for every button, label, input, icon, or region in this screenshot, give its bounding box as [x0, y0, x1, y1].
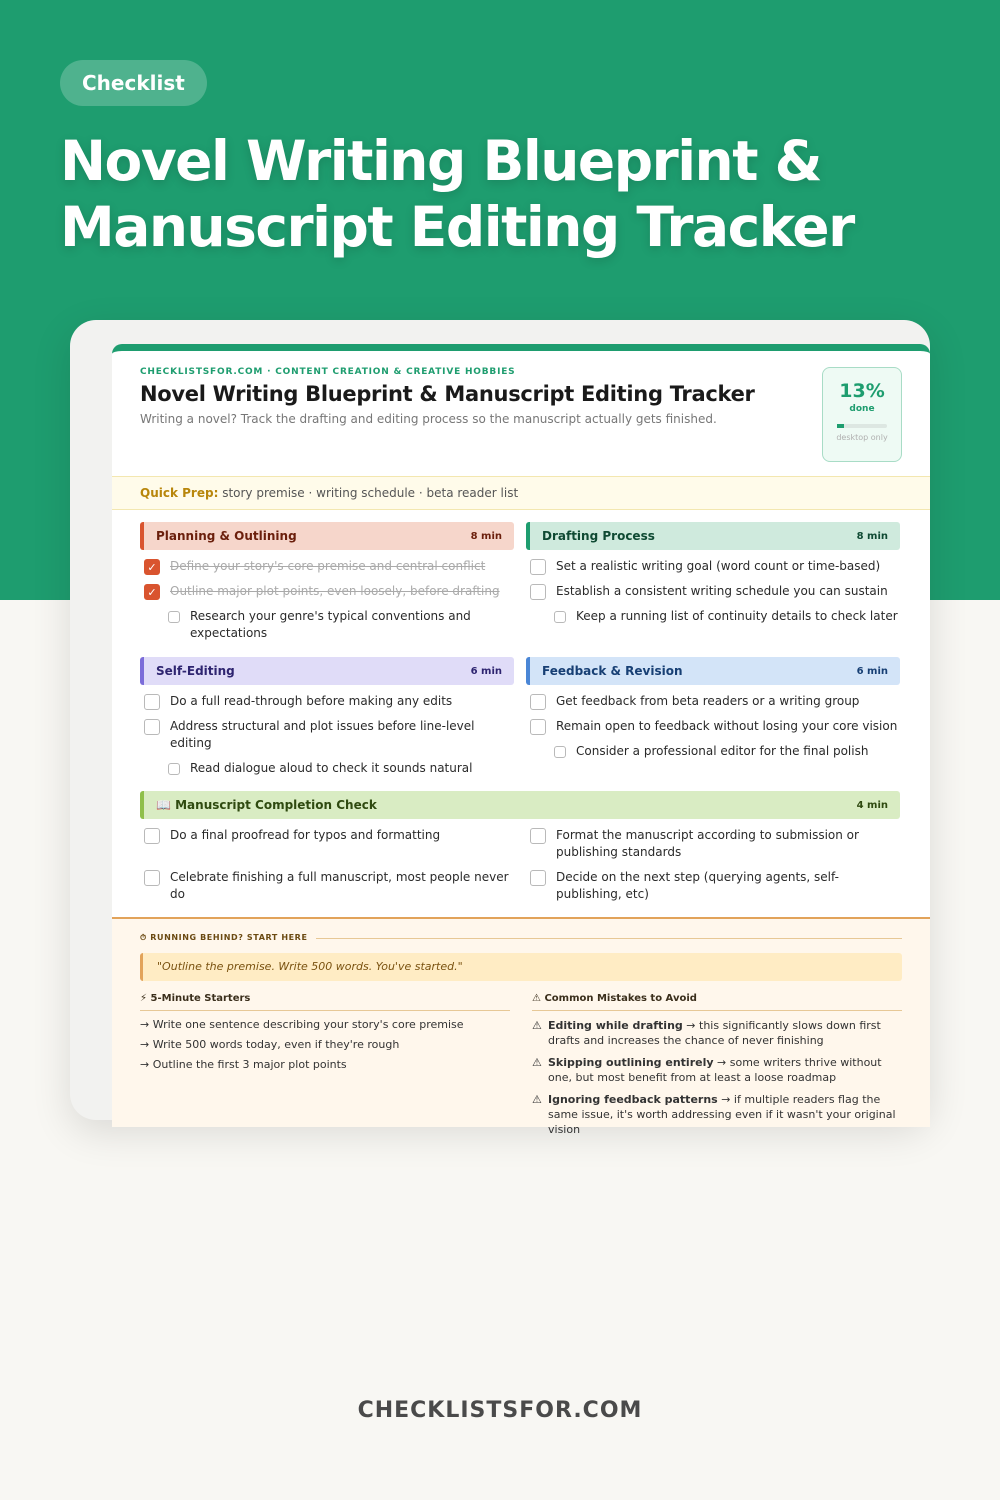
- section-title: Feedback & Revision: [542, 664, 683, 678]
- section-title: Drafting Process: [542, 529, 655, 543]
- progress-widget: [822, 367, 902, 462]
- mistake-title: Ignoring feedback patterns: [548, 1093, 718, 1106]
- quick-prep-label: Quick Prep:: [140, 486, 219, 500]
- warning-icon: ⚠: [532, 1019, 542, 1032]
- starter-item: → Write one sentence describing your story's core premise: [140, 1018, 464, 1031]
- checkbox[interactable]: [530, 559, 546, 575]
- starters-title: ⚡ 5-Minute Starters: [140, 993, 510, 1011]
- item-label: Decide on the next step (querying agents, self-publishing, etc): [556, 870, 839, 901]
- progress-bar: [837, 424, 887, 428]
- section-header: [526, 522, 900, 550]
- section-header: [526, 657, 900, 685]
- checklist-item[interactable]: [526, 558, 900, 575]
- item-label: Get feedback from beta readers or a writing group: [556, 694, 860, 708]
- section-drafting-process: [526, 522, 900, 625]
- checkbox[interactable]: [554, 611, 566, 623]
- section-feedback-revision: [526, 657, 900, 760]
- mistake-text: → this significantly slows down first drafts and increases the chance of never finishing: [548, 1019, 881, 1047]
- item-label: Celebrate finishing a full manuscript, most people never do: [170, 870, 509, 901]
- checklist-item[interactable]: [550, 743, 900, 760]
- item-label: Keep a running list of continuity details to check later: [576, 609, 898, 623]
- checklist-item[interactable]: [140, 827, 514, 861]
- checklist-sections: [112, 510, 930, 920]
- checkbox[interactable]: [530, 870, 546, 886]
- checkbox[interactable]: [530, 584, 546, 600]
- doc-header: [112, 351, 930, 476]
- quick-prep-bar: [112, 476, 930, 510]
- checklist-sheet: [112, 344, 930, 1136]
- section-title: Planning & Outlining: [156, 529, 297, 543]
- checkbox[interactable]: [530, 719, 546, 735]
- section-title: Self-Editing: [156, 664, 235, 678]
- running-behind-heading: [140, 933, 902, 943]
- checkbox[interactable]: [168, 611, 180, 623]
- doc-title: Novel Writing Blueprint & Manuscript Editing Tracker: [140, 382, 755, 406]
- category-badge: Checklist: [60, 60, 207, 106]
- section-header: [140, 522, 514, 550]
- checklist-item[interactable]: [140, 869, 514, 903]
- starter-item: → Write 500 words today, even if they're rough: [140, 1038, 400, 1051]
- item-label: Remain open to feedback without losing your core vision: [556, 719, 898, 733]
- mistakes-column: [532, 993, 902, 1137]
- item-label: Outline major plot points, even loosely, before drafting: [170, 584, 500, 598]
- preview-frame: [70, 320, 930, 1136]
- section-time: 8 min: [856, 530, 888, 542]
- section-time: 8 min: [470, 530, 502, 542]
- starter-item: → Outline the first 3 major plot points: [140, 1058, 347, 1071]
- warning-icon: ⚠: [532, 1093, 542, 1106]
- section-time: 4 min: [856, 799, 888, 811]
- mistakes-title: ⚠ Common Mistakes to Avoid: [532, 993, 902, 1011]
- starters-list: [140, 1018, 510, 1071]
- section-planning-outlining: [140, 522, 514, 642]
- section-header: [140, 791, 900, 819]
- running-behind-panel: [112, 917, 930, 1136]
- mistake-title: Editing while drafting: [548, 1019, 683, 1032]
- checkbox[interactable]: [530, 828, 546, 844]
- checkbox[interactable]: [144, 828, 160, 844]
- mistake-item: [532, 1092, 902, 1137]
- item-label: Address structural and plot issues before line-level editing: [170, 719, 475, 750]
- mistake-title: Skipping outlining entirely: [548, 1056, 714, 1069]
- divider: [316, 938, 902, 939]
- warning-icon: ⚠: [532, 1056, 542, 1069]
- hero-title: Novel Writing Blueprint & Manuscript Editing Tracker: [60, 129, 854, 259]
- motivational-quote: "Outline the premise. Write 500 words. You've started.": [140, 953, 902, 981]
- checklist-item[interactable]: [526, 827, 900, 861]
- starters-column: [140, 993, 510, 1071]
- mistake-text: → if multiple readers flag the same issue, it's worth addressing even if it wasn't your original vision: [548, 1093, 896, 1136]
- checkbox[interactable]: [168, 763, 180, 775]
- item-label: Consider a professional editor for the final polish: [576, 744, 869, 758]
- section-header: [140, 657, 514, 685]
- section-self-editing: [140, 657, 514, 777]
- footer-brand: CHECKLISTSFOR.COM: [357, 1398, 643, 1423]
- checklist-item[interactable]: [140, 558, 514, 575]
- mistake-item: [532, 1055, 902, 1085]
- item-label: Define your story's core premise and central conflict: [170, 559, 486, 573]
- checkbox[interactable]: [554, 746, 566, 758]
- checklist-item[interactable]: [526, 693, 900, 710]
- checkbox[interactable]: [144, 719, 160, 735]
- checklist-item[interactable]: [164, 608, 514, 642]
- checkbox[interactable]: ✓: [144, 559, 160, 575]
- checklist-item[interactable]: [526, 869, 900, 903]
- section-time: 6 min: [856, 665, 888, 677]
- progress-note: desktop only: [836, 433, 888, 442]
- doc-kicker: CHECKLISTSFOR.COM · CONTENT CREATION & CREATIVE HOBBIES: [140, 367, 516, 377]
- item-label: Set a realistic writing goal (word count or time-based): [556, 559, 881, 573]
- checklist-item[interactable]: [140, 583, 514, 600]
- item-label: Research your genre's typical conventions and expectations: [190, 609, 471, 640]
- running-behind-title: ⏱ RUNNING BEHIND? START HERE: [140, 933, 308, 942]
- checklist-item[interactable]: [140, 718, 514, 752]
- checklist-item[interactable]: [550, 608, 900, 625]
- section-title: 📖 Manuscript Completion Check: [156, 798, 377, 812]
- item-label: Format the manuscript according to submission or publishing standards: [556, 828, 859, 859]
- item-label: Read dialogue aloud to check it sounds natural: [190, 761, 473, 775]
- item-label: Establish a consistent writing schedule you can sustain: [556, 584, 888, 598]
- section-completion: [140, 791, 900, 903]
- checkbox[interactable]: [144, 694, 160, 710]
- progress-percent: 13%: [839, 380, 885, 402]
- checklist-item[interactable]: [526, 583, 900, 600]
- item-label: Do a full read-through before making any edits: [170, 694, 453, 708]
- checkbox[interactable]: ✓: [144, 584, 160, 600]
- mistake-text: → some writers thrive without one, but most benefit from at least a loose roadmap: [548, 1056, 882, 1084]
- progress-fill: [837, 424, 844, 428]
- doc-subtitle: Writing a novel? Track the drafting and editing process so the manuscript actually gets finished.: [140, 412, 717, 426]
- item-label: Do a final proofread for typos and formatting: [170, 828, 441, 842]
- checklist-item[interactable]: [140, 693, 514, 710]
- quick-prep-text: story premise · writing schedule · beta reader list: [222, 486, 519, 500]
- progress-label: done: [849, 404, 875, 414]
- checklist-item[interactable]: [526, 718, 900, 735]
- checkbox[interactable]: [144, 870, 160, 886]
- checkbox[interactable]: [530, 694, 546, 710]
- completion-items: [140, 819, 900, 903]
- mistakes-list: [532, 1018, 902, 1137]
- section-time: 6 min: [470, 665, 502, 677]
- checklist-item[interactable]: [164, 760, 514, 777]
- mistake-item: [532, 1018, 902, 1048]
